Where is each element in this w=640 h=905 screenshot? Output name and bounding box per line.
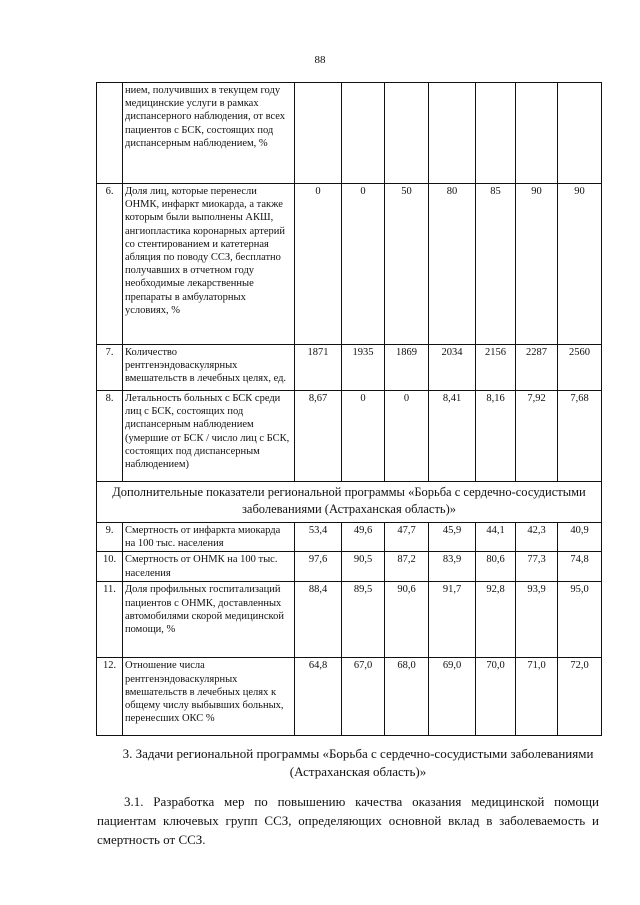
value-cell: 47,7 xyxy=(385,523,429,552)
value-cell: 0 xyxy=(342,184,385,345)
value-cell: 70,0 xyxy=(476,658,516,736)
row-number: 11. xyxy=(97,582,123,658)
section-paragraph: 3.1. Разработка мер по повышению качества оказания медицинской помощи пациентам ключевых групп ССЗ, определяющих основной вклад в заболеваемость и смертность от ССЗ. xyxy=(97,794,599,847)
value-cell: 44,1 xyxy=(476,523,516,552)
value-cell: 8,67 xyxy=(295,391,342,482)
value-cell: 71,0 xyxy=(516,658,558,736)
row-description: Летальность больных с БСК среди лиц с БСК, состоящих под диспансерным наблюдением (умершие от БСК / число лиц с БСК, состоящих под диспансерным наблюдением) xyxy=(123,391,295,482)
value-cell: 83,9 xyxy=(429,552,476,582)
value-cell: 67,0 xyxy=(342,658,385,736)
value-cell: 91,7 xyxy=(429,582,476,658)
value-cell: 72,0 xyxy=(558,658,602,736)
value-cell: 0 xyxy=(342,391,385,482)
value-cell: 68,0 xyxy=(385,658,429,736)
value-cell: 50 xyxy=(385,184,429,345)
value-cell xyxy=(295,83,342,184)
value-cell: 69,0 xyxy=(429,658,476,736)
value-cell: 49,6 xyxy=(342,523,385,552)
value-cell xyxy=(385,83,429,184)
value-cell: 89,5 xyxy=(342,582,385,658)
value-cell: 90 xyxy=(516,184,558,345)
value-cell: 8,16 xyxy=(476,391,516,482)
row-description: Смертность от ОНМК на 100 тыс. населения xyxy=(123,552,295,582)
value-cell: 7,68 xyxy=(558,391,602,482)
row-number xyxy=(97,83,123,184)
value-cell: 80 xyxy=(429,184,476,345)
row-number: 7. xyxy=(97,345,123,391)
value-cell: 90,5 xyxy=(342,552,385,582)
value-cell: 88,4 xyxy=(295,582,342,658)
value-cell: 45,9 xyxy=(429,523,476,552)
value-cell: 0 xyxy=(385,391,429,482)
value-cell xyxy=(516,83,558,184)
table-row xyxy=(97,658,602,736)
value-cell xyxy=(476,83,516,184)
value-cell: 8,41 xyxy=(429,391,476,482)
indicators-table xyxy=(96,82,602,736)
value-cell xyxy=(558,83,602,184)
value-cell: 2156 xyxy=(476,345,516,391)
value-cell: 40,9 xyxy=(558,523,602,552)
value-cell: 77,3 xyxy=(516,552,558,582)
row-description: нием, получивших в текущем году медицинские услуги в рамках диспансерного наблюдения, от всех пациентов с БСК, состоящих под диспансерным наблюдением, % xyxy=(123,83,295,184)
value-cell: 53,4 xyxy=(295,523,342,552)
row-number: 10. xyxy=(97,552,123,582)
value-cell: 0 xyxy=(295,184,342,345)
value-cell: 90,6 xyxy=(385,582,429,658)
page-number: 88 xyxy=(314,54,326,66)
table-row xyxy=(97,582,602,658)
value-cell: 87,2 xyxy=(385,552,429,582)
value-cell: 2560 xyxy=(558,345,602,391)
row-description: Доля лиц, которые перенесли ОНМК, инфаркт миокарда, а также которым были выполнены АКШ, ангиопластика коронарных артерий со стентированием и катетерная абляция по поводу ССЗ, бесплатно получавших в отчетном году необходимые лекарственные препараты в амбулаторных условиях, % xyxy=(123,184,295,345)
value-cell: 90 xyxy=(558,184,602,345)
value-cell: 1871 xyxy=(295,345,342,391)
value-cell: 2034 xyxy=(429,345,476,391)
row-number: 6. xyxy=(97,184,123,345)
value-cell xyxy=(429,83,476,184)
table-row xyxy=(97,83,602,184)
row-number: 8. xyxy=(97,391,123,482)
value-cell: 7,92 xyxy=(516,391,558,482)
table-row xyxy=(97,523,602,552)
row-number: 9. xyxy=(97,523,123,552)
value-cell xyxy=(342,83,385,184)
section-header-cell: Дополнительные показатели региональной программы «Борьба с сердечно-сосудистыми заболеваниями (Астраханская область)» xyxy=(97,482,602,523)
value-cell: 1935 xyxy=(342,345,385,391)
table-section-header xyxy=(97,482,602,523)
value-cell: 74,8 xyxy=(558,552,602,582)
section-heading: 3. Задачи региональной программы «Борьба с сердечно-сосудистыми заболеваниями (Астраханская область)» xyxy=(122,746,594,779)
row-description: Отношение числа рентгенэндоваскулярных вмешательств в лечебных целях к общему числу выбывших больных, перенесших ОКС % xyxy=(123,658,295,736)
value-cell: 2287 xyxy=(516,345,558,391)
row-description: Количество рентгенэндоваскулярных вмешательств в лечебных целях, ед. xyxy=(123,345,295,391)
table-row xyxy=(97,391,602,482)
table-row xyxy=(97,345,602,391)
value-cell: 92,8 xyxy=(476,582,516,658)
value-cell: 1869 xyxy=(385,345,429,391)
value-cell: 93,9 xyxy=(516,582,558,658)
value-cell: 95,0 xyxy=(558,582,602,658)
value-cell: 64,8 xyxy=(295,658,342,736)
table-row xyxy=(97,552,602,582)
value-cell: 97,6 xyxy=(295,552,342,582)
table-row xyxy=(97,184,602,345)
value-cell: 80,6 xyxy=(476,552,516,582)
row-number: 12. xyxy=(97,658,123,736)
row-description: Смертность от инфаркта миокарда на 100 тыс. населения xyxy=(123,523,295,552)
row-description: Доля профильных госпитализаций пациентов с ОНМК, доставленных автомобилями скорой медицинской помощи, % xyxy=(123,582,295,658)
value-cell: 85 xyxy=(476,184,516,345)
value-cell: 42,3 xyxy=(516,523,558,552)
